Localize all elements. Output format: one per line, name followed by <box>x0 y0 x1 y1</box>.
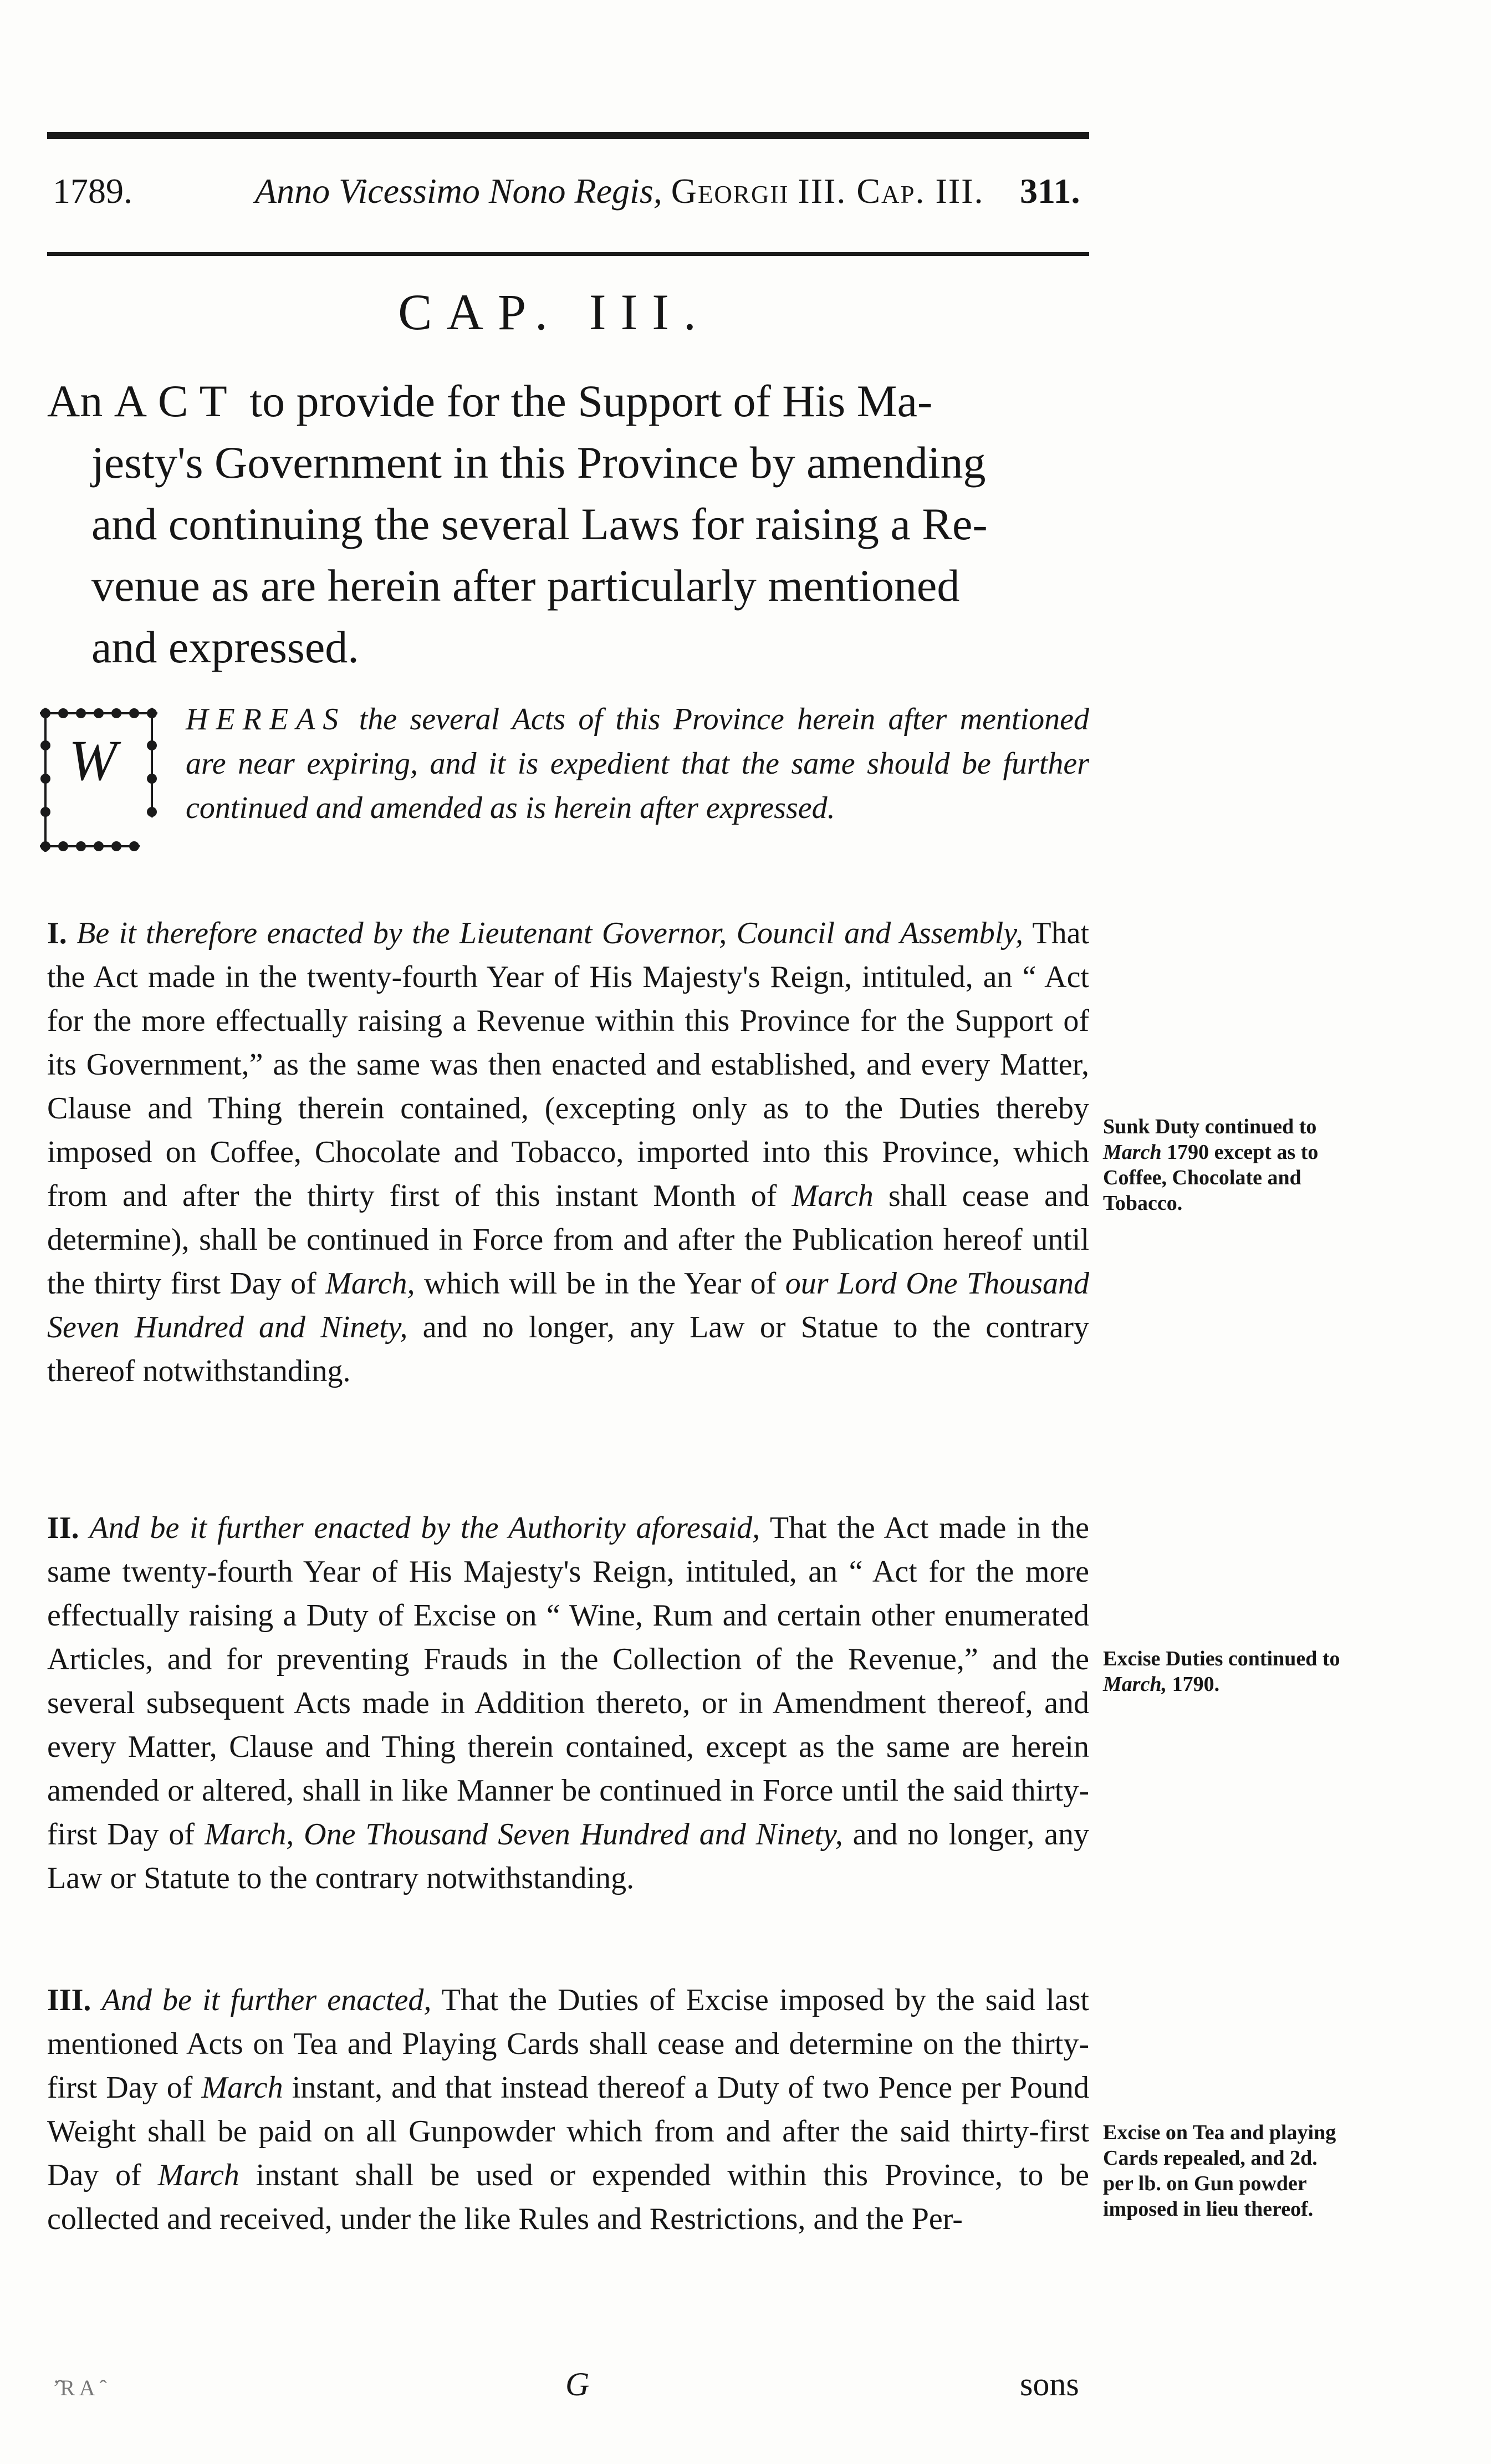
act-title-line-5: and expressed. <box>91 622 359 672</box>
section-number: III. <box>47 1983 91 2017</box>
running-head-title <box>255 171 984 212</box>
catchword: sons <box>1020 2366 1079 2402</box>
section-text: shall cease and determine), shall be continued in Force from and after the Publication hereof until the thirty first Day of <box>47 1179 1089 1301</box>
margin-note-3 <box>1103 2120 1350 2222</box>
preamble <box>186 697 1089 830</box>
margin-note-text: 1790. <box>1167 1673 1220 1696</box>
running-head-title-italic: Anno Vicessimo Nono Regis, <box>255 171 662 211</box>
enacting-clause: And be it further enacted by the Authority aforesaid, <box>89 1511 760 1545</box>
section-number: I. <box>47 916 67 950</box>
running-head-king: Georgii <box>671 171 789 211</box>
section-text: instant, and that instead thereof a Duty of two Pence per Pound Weight shall be paid on all Gunpowder which from and after the said thirty-first Day of <box>47 2071 1089 2192</box>
act-title <box>47 370 1089 678</box>
year-in-words: One Thousand Seven Hundred and Ninety, <box>304 1817 843 1852</box>
top-rule <box>47 132 1089 139</box>
bottom-rule <box>47 252 1089 256</box>
margin-note-text: Excise on Tea and playing Cards repealed, and 2d. per lb. on Gun powder imposed in lieu thereof. <box>1103 2121 1336 2221</box>
ornamental-initial-frame <box>34 701 190 867</box>
section-1 <box>47 912 1089 1393</box>
act-title-an: An <box>47 376 114 426</box>
act-title-line-1-rest: to provide for the Support of His Ma- <box>238 376 933 426</box>
preamble-text: the several Acts of this Province herein after mentioned are near expiring, and it is expedient that the same should be further continued and amended as is herein after expressed. <box>186 702 1089 825</box>
section-text: which will be in the Year of <box>415 1266 785 1301</box>
margin-note-text: 1790 except as to Coffee, Chocolate and Tobacco. <box>1103 1141 1319 1215</box>
section-text <box>294 1817 304 1852</box>
act-title-line-4: venue as are herein after particularly mentioned <box>91 560 960 611</box>
running-head-chapter: III. Cap. III. <box>798 171 984 211</box>
margin-note-2 <box>1103 1646 1350 1697</box>
drop-cap-initial: W <box>69 729 117 793</box>
section-text: and no longer, any Law or Statue to the contrary thereof notwithstanding. <box>47 1310 1089 1388</box>
margin-note-1 <box>1103 1114 1350 1216</box>
section-2 <box>47 1506 1089 1900</box>
month-name: March <box>792 1179 874 1213</box>
running-head <box>47 166 1089 227</box>
month-name: March <box>201 2071 283 2105</box>
section-text: and no longer, any Law or Statute to the contrary notwithstanding. <box>47 1817 1089 1895</box>
month-name: March <box>157 2158 239 2192</box>
section-text: That the Duties of Excise imposed by the said last mentioned Acts on Tea and Playing Cards shall cease and determine on the thirty-first Day of <box>47 1983 1089 2105</box>
margin-note-month: March, <box>1103 1673 1167 1696</box>
margin-note-text: Sunk Duty continued to <box>1103 1115 1317 1138</box>
section-text: That the Act made in the twenty-fourth Year of His Majesty's Reign, intituled, an “ Act for the more effectually raising a Revenue within this Province for the Support of its Government,” as the same was then enacted and established, and every Matter, Clause and Thing therein contained, (excepting only as to the Duties thereby imposed on Coffee, Chocolate and Tobacco, imported into this Province, which from and after the thirty first of this instant Month of <box>47 916 1089 1213</box>
month-name: March, <box>204 1817 294 1852</box>
footer-smudge: ’̂R A ˆ <box>53 2375 107 2400</box>
section-3 <box>47 1979 1089 2241</box>
month-name: March, <box>325 1266 415 1301</box>
act-title-line-1 <box>47 370 1089 432</box>
act-title-line-2: jesty's Government in this Province by amending <box>91 437 986 488</box>
preamble-whereas: HEREAS <box>186 702 346 737</box>
section-text: That the Act made in the same twenty-fourth Year of His Majesty's Reign, intituled, an “ Act for the more effectually raising a Duty of Excise on “ Wine, Rum and certain other enumerated Articles, and for preventing Frauds in the Collection of the Revenue,” and the several subsequent Acts made in Addition thereto, or in Amendment thereof, and every Matter, Clause and Thing therein contained, except as the same are herein amended or altered, shall in like Manner be continued in Force until the said thirty-first Day of <box>47 1511 1090 1852</box>
running-head-year: 1789. <box>53 171 132 211</box>
page-number: 311. <box>1020 171 1080 211</box>
section-number: II. <box>47 1511 79 1545</box>
signature-mark: G <box>565 2366 590 2402</box>
enacting-clause: And be it further enacted, <box>101 1983 432 2017</box>
section-text: instant shall be used or expended within this Province, to be collected and received, under the like Rules and Restrictions, and the Per- <box>47 2158 1090 2236</box>
year-in-words: our Lord One Thousand Seven Hundred and Ninety, <box>47 1266 1089 1345</box>
act-title-line-3: and continuing the several Laws for raising a Re- <box>91 499 988 549</box>
chapter-heading: CAP. III. <box>398 284 711 340</box>
act-title-act: ACT <box>114 376 238 426</box>
margin-note-text: Excise Duties continued to <box>1103 1647 1340 1670</box>
margin-note-month: March <box>1103 1141 1162 1164</box>
enacting-clause: Be it therefore enacted by the Lieutenant Governor, Council and Assembly, <box>76 916 1024 950</box>
